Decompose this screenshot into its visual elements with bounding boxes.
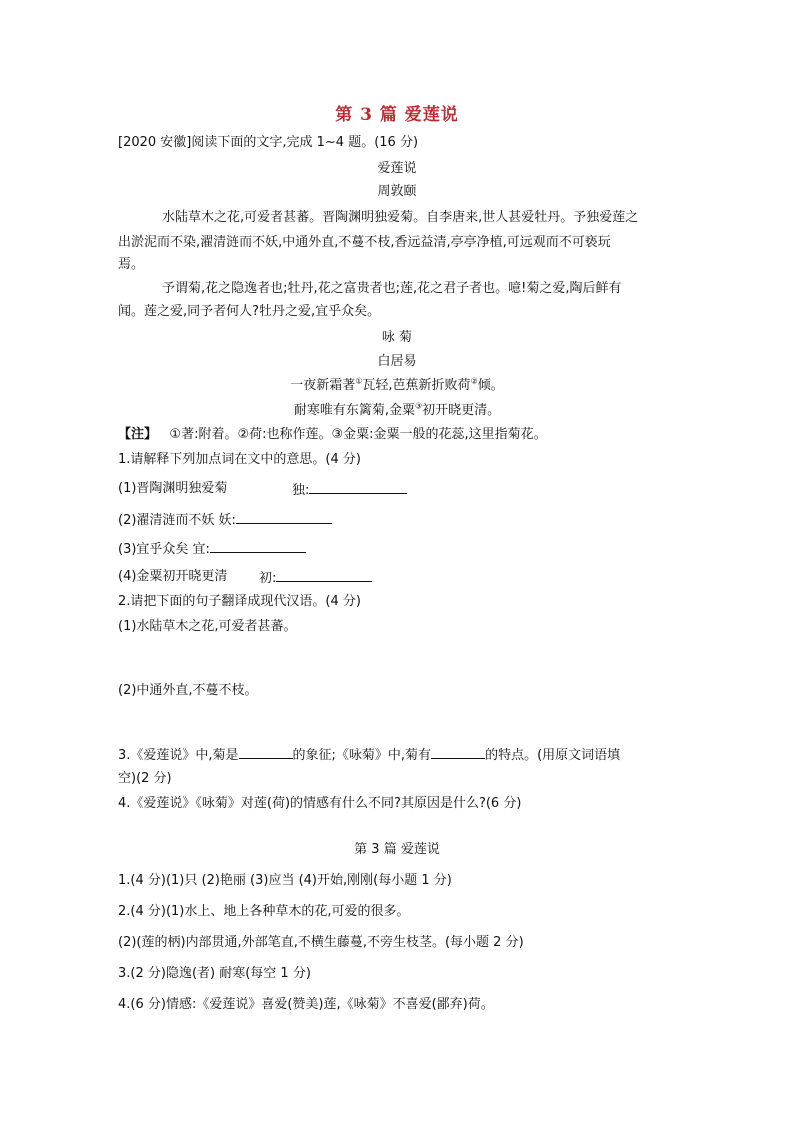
poem2-line1-part-a: 一夜新霜著 <box>290 378 356 393</box>
question-3-line2: 空)(2 分) <box>118 771 172 786</box>
note-text: ①著:附着。②荷:也称作莲。③金粟:金粟一般的花蕊,这里指菊花。 <box>169 427 547 442</box>
poem1-paragraph1-line2: 出淤泥而不染,濯清涟而不妖,中通外直,不蔓不枝,香远益清,亭亭净植,可远观而不可亵玩 <box>118 235 611 250</box>
answer-blank-3-2[interactable] <box>431 745 485 759</box>
poem2-title: 咏 菊 <box>381 330 413 345</box>
question-3-part-b: 的象征;《咏菊》中,菊有 <box>292 748 432 763</box>
poem2-line1-part-b: 瓦轻,芭蕉新折败荷 <box>362 378 471 393</box>
footnote-marker-3: ③ <box>414 401 423 411</box>
poem1-paragraph2-line1: 予谓菊,花之隐逸者也;牡丹,花之富贵者也;莲,花之君子者也。噫!菊之爱,陶后鲜有 <box>162 281 622 296</box>
question-1-2-text: (2)濯清涟而不妖 妖: <box>118 513 236 528</box>
poem1-title: 爱莲说 <box>377 161 417 176</box>
footnote-marker-2: ② <box>470 376 478 386</box>
poem2-line1-part-c: 倾。 <box>477 378 504 393</box>
question-3-part-a: 3.《爱莲说》中,菊是 <box>118 748 239 763</box>
poem1-paragraph1-line1: 水陆草木之花,可爱者甚蕃。晋陶渊明独爱菊。自李唐来,世人甚爱牡丹。予独爱莲之 <box>162 210 639 225</box>
question-3-part-c: 的特点。(用原文词语填 <box>485 748 621 763</box>
question-1-4-word <box>259 568 372 588</box>
question-1-2 <box>118 510 332 530</box>
answer-1: 1.(4 分)(1)只 (2)艳丽 (3)应当 (4)开始,刚刚(每小题 1 分) <box>118 873 452 888</box>
poem1-author: 周敦颐 <box>377 184 417 199</box>
note-label: 【注】 <box>118 427 158 442</box>
poem2-author: 白居易 <box>377 354 417 369</box>
answer-blank-1-4[interactable] <box>276 568 372 582</box>
footnote-marker-1: ① <box>355 376 363 386</box>
question-1-3 <box>118 539 306 559</box>
answer-blank-1-1[interactable] <box>309 480 407 494</box>
question-2: 2.请把下面的句子翻译成现代汉语。(4 分) <box>118 594 361 609</box>
question-1: 1.请解释下列加点词在文中的意思。(4 分) <box>118 452 361 467</box>
question-4: 4.《爱莲说》《咏菊》对莲(荷)的情感有什么不同?其原因是什么?(6 分) <box>118 796 522 811</box>
question-2-1: (1)水陆草木之花,可爱者甚蕃。 <box>118 619 297 634</box>
answer-2-2: (2)(莲的柄)内部贯通,外部笔直,不横生藤蔓,不旁生枝茎。(每小题 2 分) <box>118 935 524 950</box>
poem2-line2 <box>0 402 794 420</box>
answer-4: 4.(6 分)情感:《爱莲说》喜爱(赞美)莲,《咏菊》不喜爱(鄙弃)荷。 <box>118 997 494 1012</box>
question-2-2: (2)中通外直,不蔓不枝。 <box>118 683 258 698</box>
page-title: 第 3 篇 爱莲说 <box>335 105 459 125</box>
question-1-1-word <box>292 480 407 500</box>
question-1-4-text: (4)金粟初开晓更清 <box>118 569 228 584</box>
intro-line: [2020 安徽]阅读下面的文字,完成 1~4 题。(16 分) <box>118 135 419 150</box>
answer-blank-1-2[interactable] <box>236 510 332 524</box>
answer-blank-1-3[interactable] <box>210 539 306 553</box>
answer-3: 3.(2 分)隐逸(者) 耐寒(每空 1 分) <box>118 966 311 981</box>
answer-section-title: 第 3 篇 爱莲说 <box>354 842 440 857</box>
note-line <box>118 426 547 444</box>
poem2-line2-part-a: 耐寒唯有东篱菊,金粟 <box>293 403 415 418</box>
poem2-line2-part-b: 初开晓更清。 <box>422 403 501 418</box>
answer-blank-3-1[interactable] <box>239 745 293 759</box>
poem1-paragraph1-line3: 焉。 <box>118 257 145 272</box>
question-1-1 <box>118 480 227 498</box>
question-3-line1 <box>118 745 620 765</box>
poem1-paragraph2-line2: 闻。莲之爱,同予者何人?牡丹之爱,宜乎众矣。 <box>118 304 381 319</box>
question-1-4-label: 初: <box>259 571 277 586</box>
poem2-line1 <box>0 377 794 395</box>
question-1-1-label: 独: <box>292 483 310 498</box>
question-1-4 <box>118 568 227 586</box>
answer-2: 2.(4 分)(1)水上、地上各种草木的花,可爱的很多。 <box>118 904 410 919</box>
question-1-3-text: (3)宜乎众矣 宜: <box>118 542 210 557</box>
question-1-1-text: (1)晋陶渊明独爱菊 <box>118 481 228 496</box>
